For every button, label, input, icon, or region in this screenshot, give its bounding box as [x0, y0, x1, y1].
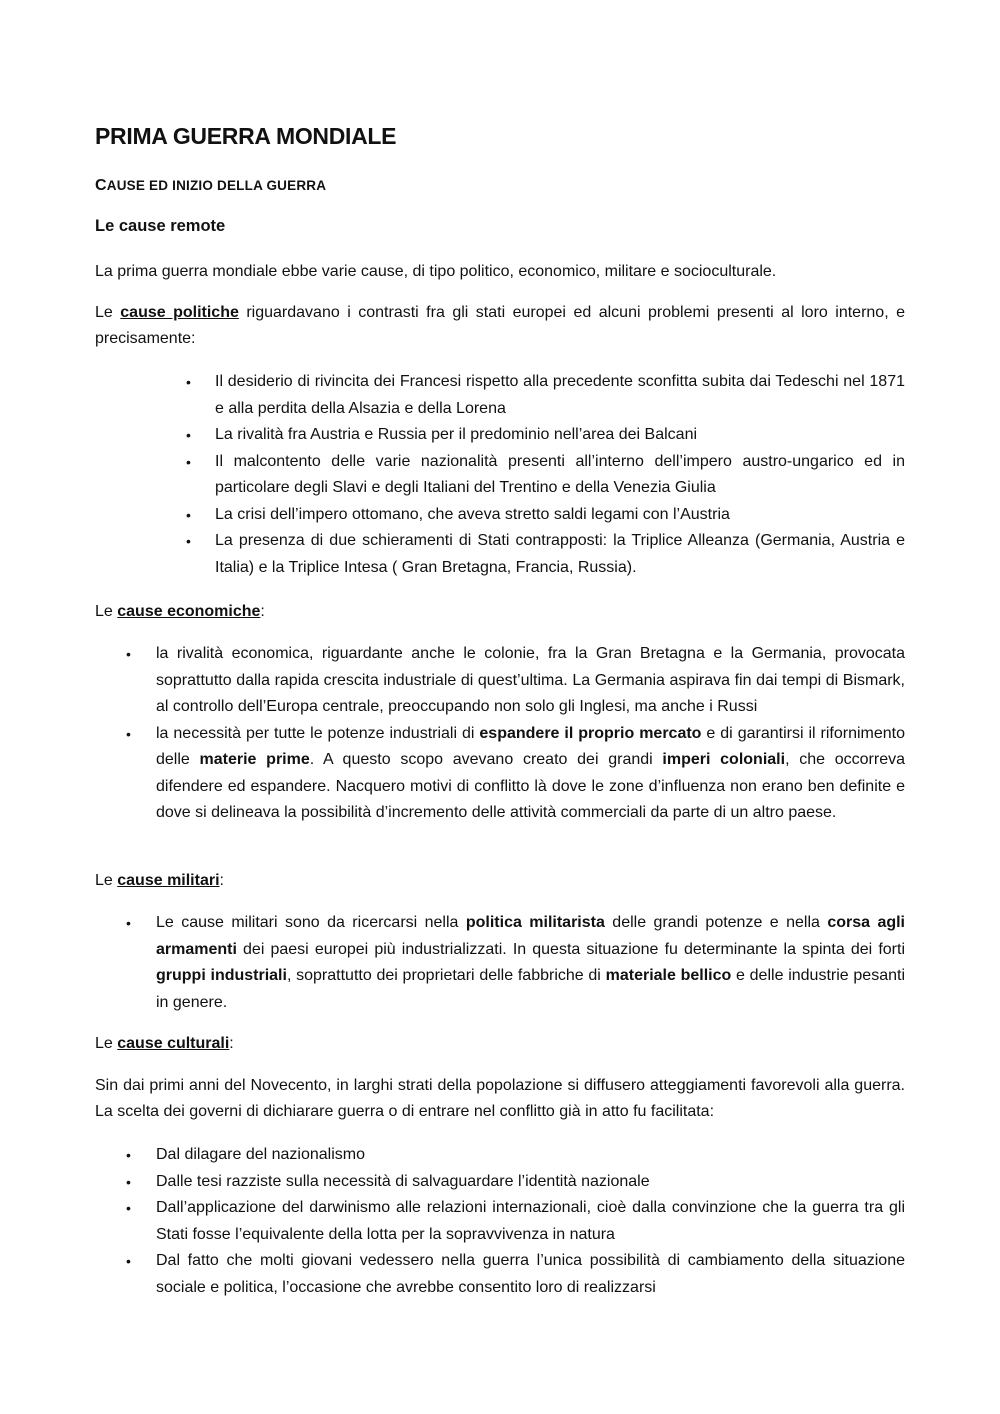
political-causes-label: cause politiche: [120, 304, 239, 321]
emphasis-text: espandere il proprio mercato: [479, 724, 702, 742]
military-lead: Le: [95, 872, 118, 889]
list-item-text: Dalle tesi razziste sulla necessità di salvaguardare l’identità nazionale: [156, 1172, 650, 1190]
list-item: [126, 1169, 905, 1196]
economic-colon: :: [260, 603, 265, 620]
emphasis-text: materie prime: [199, 751, 310, 768]
cultural-causes-label: cause culturali: [117, 1035, 230, 1052]
list-item: [126, 1142, 905, 1169]
list-item: [126, 1248, 905, 1301]
bullet-icon: •: [126, 1173, 131, 1190]
subsection-title: Le cause remote: [95, 217, 226, 235]
list-item: [186, 502, 905, 529]
list-item-text: Il malcontento delle varie nazionalità presenti all’interno dell’impero austro-ungarico ed in particolare degli Slavi e degli Italiani del Trentino e della Venezia Giulia: [215, 452, 905, 496]
emphasis-text: gruppi industriali: [156, 967, 287, 984]
list-item-text: , soprattutto dei proprietari delle fabbriche di: [286, 967, 606, 984]
list-item-text: La rivalità fra Austria e Russia per il predominio nell’area dei Balcani: [215, 426, 698, 443]
section-heading-rest: AUSE ED INIZIO DELLA GUERRA: [106, 178, 327, 193]
list-item-text: Dall’applicazione del darwinismo alle relazioni internazionali, cioè dalla convinzione che la guerra tra gli Stati fosse l’equivalente della lotta per la sopravvivenza in natura: [156, 1199, 905, 1243]
economic-lead: Le: [95, 603, 118, 620]
bullet-icon: •: [126, 1147, 131, 1163]
military-causes-label: cause militari: [117, 872, 220, 889]
list-item-text: La crisi dell’impero ottomano, che aveva stretto saldi legami con l’Austria: [215, 505, 730, 523]
list-item: [126, 721, 906, 827]
intro-paragraph: La prima guerra mondiale ebbe varie cause, di tipo politico, economico, militare e socioculturale.: [95, 263, 777, 280]
military-causes-list: [126, 910, 906, 1016]
cultural-causes-list: [126, 1142, 905, 1301]
bullet-icon: •: [186, 533, 191, 549]
emphasis-text: politica militarista: [465, 914, 605, 931]
list-item-text: la necessità per tutte le potenze industriali di: [156, 724, 480, 742]
list-item-text: la rivalità economica, riguardante anche le colonie, fra la Gran Bretagna e la Germania, provocata soprattutto dalla rapida crescita industriale di quest’ultima. La Germania aspirava fin dai tempi di Bismark, al controllo dell’Europa centrale, preoccupando non solo gli Inglesi, ma anche i Russi: [156, 645, 905, 715]
list-item: [186, 369, 905, 422]
political-causes-paragraph: [95, 300, 905, 352]
list-item: [126, 910, 906, 1016]
list-item-text: Il desiderio di rivincita dei Francesi rispetto alla precedente sconfitta subita dai Tedeschi nel 1871 e alla perdita della Alsazia e della Lorena: [215, 373, 905, 417]
cultural-causes-heading: [95, 1031, 234, 1057]
economic-causes-heading: [95, 599, 265, 625]
section-heading-initial: C: [95, 177, 107, 194]
document-title: PRIMA GUERRA MONDIALE: [95, 123, 397, 149]
bullet-icon: •: [126, 1253, 131, 1269]
cultural-lead: Le: [95, 1035, 118, 1052]
political-causes-list: [186, 369, 905, 581]
bullet-icon: •: [126, 1200, 131, 1216]
list-item-text: Le cause militari sono da ricercarsi nella: [156, 914, 466, 931]
cultural-colon: :: [229, 1035, 234, 1052]
bullet-icon: •: [186, 374, 191, 390]
list-item-text: dei paesi europei più industrializzati. In questa situazione fu determinante la spinta dei forti: [236, 940, 905, 958]
political-causes-text: riguardavano i contrasti fra gli stati europei ed alcuni problemi presenti al loro interno, e precisamente:: [95, 304, 906, 347]
military-causes-heading: [95, 868, 224, 894]
bullet-icon: •: [126, 725, 131, 742]
list-item-text: , che occorreva difendere ed espandere. Nacquero motivi di conflitto là dove le zone d’influenza non erano ben definite e dove si delineava la possibilità d’incremento delle attività commerciali da parte di un altro paese.: [156, 751, 906, 821]
bullet-icon: •: [186, 506, 191, 523]
list-item: [126, 641, 905, 721]
economic-causes-list: [126, 641, 906, 827]
list-item: [186, 449, 905, 502]
list-item-text: Dal dilagare del nazionalismo: [156, 1146, 366, 1163]
list-item: [126, 1195, 905, 1248]
list-item-text: delle grandi potenze e nella: [604, 914, 828, 931]
political-lead: Le: [95, 304, 121, 321]
bullet-icon: •: [126, 646, 131, 662]
list-item-text: e di garantirsi il rifornimento delle: [156, 724, 906, 768]
emphasis-text: corsa agli armamenti: [156, 914, 906, 958]
cultural-causes-paragraph: Sin dai primi anni del Novecento, in larghi strati della popolazione si diffusero atteggiamenti favorevoli alla guerra. La scelta dei governi di dichiarare guerra o di entrare nel conflitto già in atto fu facilitata:: [95, 1077, 905, 1120]
bullet-icon: •: [186, 427, 191, 443]
section-heading: [95, 177, 326, 195]
list-item: [186, 422, 905, 449]
emphasis-text: materiale bellico: [605, 967, 732, 984]
list-item-text: La presenza di due schieramenti di Stati contrapposti: la Triplice Alleanza (Germania, Austria e Italia) e la Triplice Intesa ( Gran Bretagna, Francia, Russia).: [215, 532, 905, 576]
bullet-icon: •: [126, 915, 131, 931]
emphasis-text: imperi coloniali: [662, 751, 786, 768]
list-item: [186, 528, 905, 581]
list-item-text: Dal fatto che molti giovani vedessero nella guerra l’unica possibilità di cambiamento della situazione sociale e politica, l’occasione che avrebbe consentito loro di realizzarsi: [156, 1252, 905, 1296]
list-item-text: e delle industrie pesanti in genere.: [156, 967, 906, 1011]
list-item-text: . A questo scopo avevano creato dei grandi: [309, 751, 663, 768]
bullet-icon: •: [186, 453, 191, 470]
economic-causes-label: cause economiche: [117, 603, 261, 620]
military-colon: :: [219, 872, 224, 889]
